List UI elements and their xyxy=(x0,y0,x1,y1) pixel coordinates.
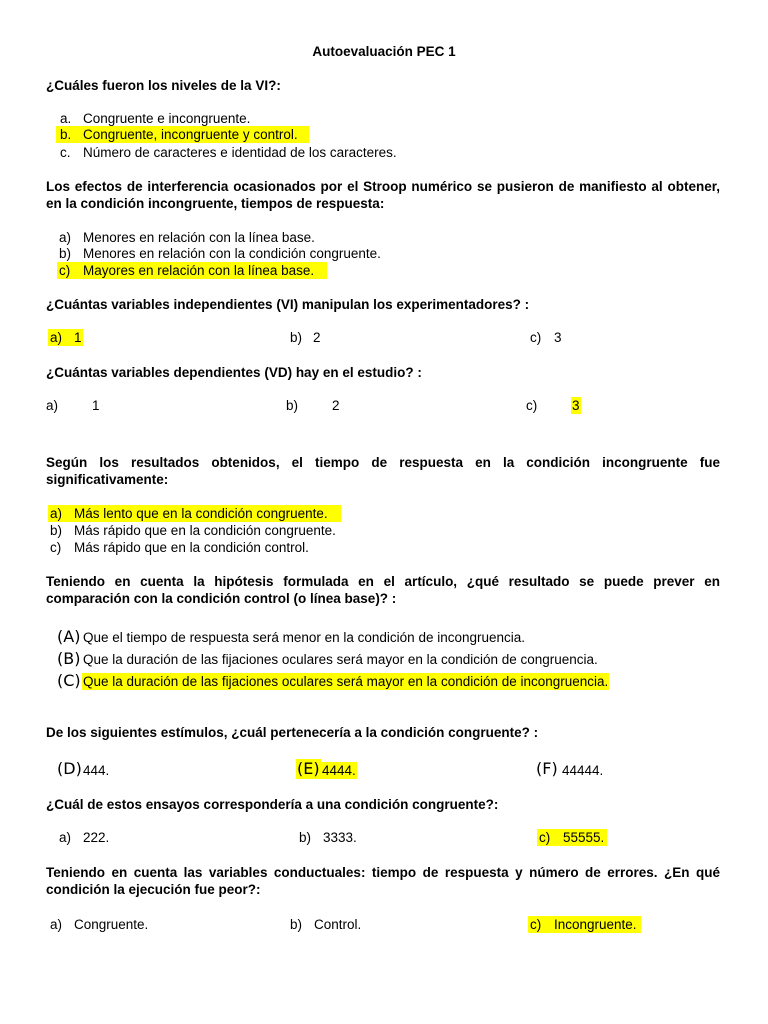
q2-option-a-label: a) xyxy=(59,230,72,245)
q4-option-a-label: a) xyxy=(46,398,59,413)
page-title: Autoevaluación PEC 1 xyxy=(312,44,456,59)
q7-option-f-label: (F) xyxy=(536,759,558,778)
question-3: ¿Cuántas variables independientes (VI) manipulan los experimentadores? : xyxy=(46,297,530,312)
q3-option-a xyxy=(48,329,83,346)
q3-option-a-text: 1 xyxy=(74,330,82,345)
q2-option-a-text: Menores en relación con la línea base. xyxy=(83,230,315,245)
q4-option-b-text: 2 xyxy=(332,398,340,413)
q3-option-b-text: 2 xyxy=(313,330,321,345)
question-2: Los efectos de interferencia ocasionados por el Stroop numérico se pusieron de manifiesto al obtener, en la condición incongruente, tiempos de respuesta: xyxy=(46,179,720,211)
q9-option-c xyxy=(528,916,641,933)
q2-option-b-text: Menores en relación con la condición congruente. xyxy=(83,246,381,261)
q9-option-a-text: Congruente. xyxy=(74,917,149,932)
q8-option-c-text: 55555. xyxy=(563,830,605,845)
q3-option-c-label: c) xyxy=(530,330,542,345)
q9-option-a-label: a) xyxy=(50,917,63,932)
q3-option-a-label: a) xyxy=(50,330,63,345)
question-1: ¿Cuáles fueron los niveles de la VI?: xyxy=(46,78,281,93)
question-4: ¿Cuántas variables dependientes (VD) hay en el estudio? : xyxy=(46,365,422,380)
q5-option-b-text: Más rápido que en la condición congruente. xyxy=(74,523,336,538)
q5-option-c-label: c) xyxy=(50,540,62,555)
q1-option-b-label: b. xyxy=(60,127,72,142)
question-7: De los siguientes estímulos, ¿cuál pertenecería a la condición congruente? : xyxy=(46,725,539,740)
q4-option-c-text: 3 xyxy=(572,398,580,413)
q8-option-c xyxy=(537,829,607,846)
q8-option-a-label: a) xyxy=(59,830,72,845)
q8-option-b-label: b) xyxy=(299,830,312,845)
q2-option-b-label: b) xyxy=(59,246,72,261)
q9-option-c-text: Incongruente. xyxy=(554,917,637,932)
question-9: Teniendo en cuenta las variables conductuales: tiempo de respuesta y número de errores. ¿En qué condición la ejecución fue peor?: xyxy=(46,865,720,897)
q2-option-c-text: Mayores en relación con la línea base. xyxy=(83,263,315,278)
q8-option-b-text: 3333. xyxy=(323,830,357,845)
q1-option-c-label: c. xyxy=(60,145,71,160)
q3-option-c-text: 3 xyxy=(554,330,562,345)
q6-option-c-label: (C) xyxy=(57,671,81,690)
q5-option-a-text: Más lento que en la condición congruente. xyxy=(74,506,328,521)
q2-option-c xyxy=(57,262,327,279)
q7-option-d-label: (D) xyxy=(57,759,82,778)
question-5: Según los resultados obtenidos, el tiempo de respuesta en la condición incongruente fue significativamente: xyxy=(46,455,720,487)
q6-option-a-label: (A) xyxy=(57,627,81,646)
q6-option-a-text: Que el tiempo de respuesta será menor en la condición de incongruencia. xyxy=(83,630,526,645)
q8-option-c-label: c) xyxy=(539,830,551,845)
q3-option-b-label: b) xyxy=(290,330,303,345)
q1-option-a-label: a. xyxy=(60,111,72,126)
q6-option-b-text: Que la duración de las fijaciones oculares será mayor en la condición de congruencia. xyxy=(83,652,598,667)
q1-option-b-text: Congruente, incongruente y control. xyxy=(83,127,298,142)
q1-option-b xyxy=(56,126,309,143)
q7-option-e-text: 4444. xyxy=(322,763,356,778)
q7-option-e-label: (E) xyxy=(297,759,320,778)
q9-option-b-text: Control. xyxy=(314,917,362,932)
q6-option-c-text: Que la duración de las fijaciones oculares será mayor en la condición de incongruencia. xyxy=(83,674,609,689)
q9-option-c-label: c) xyxy=(530,917,542,932)
q4-option-c-label: c) xyxy=(526,398,538,413)
q9-option-b-label: b) xyxy=(290,917,303,932)
q4-option-a-text: 1 xyxy=(92,398,100,413)
question-8: ¿Cuál de estos ensayos correspondería a una condición congruente?: xyxy=(46,797,499,812)
q5-option-c-text: Más rápido que en la condición control. xyxy=(74,540,309,555)
q5-option-b-label: b) xyxy=(50,523,63,538)
q8-option-a-text: 222. xyxy=(83,830,110,845)
q6-option-b-label: (B) xyxy=(57,649,81,668)
q1-option-a-text: Congruente e incongruente. xyxy=(83,111,251,126)
q5-option-a xyxy=(48,505,341,522)
q7-option-f-text: 44444. xyxy=(562,763,604,778)
q4-option-b-label: b) xyxy=(286,398,299,413)
q5-option-a-label: a) xyxy=(50,506,63,521)
q2-option-c-label: c) xyxy=(59,263,71,278)
question-6: Teniendo en cuenta la hipótesis formulada en el artículo, ¿qué resultado se puede prever en comparación con la condición control (o línea base)? : xyxy=(46,574,720,606)
q1-option-c-text: Número de caracteres e identidad de los caracteres. xyxy=(83,145,397,160)
q7-option-d-text: 444. xyxy=(83,763,110,778)
